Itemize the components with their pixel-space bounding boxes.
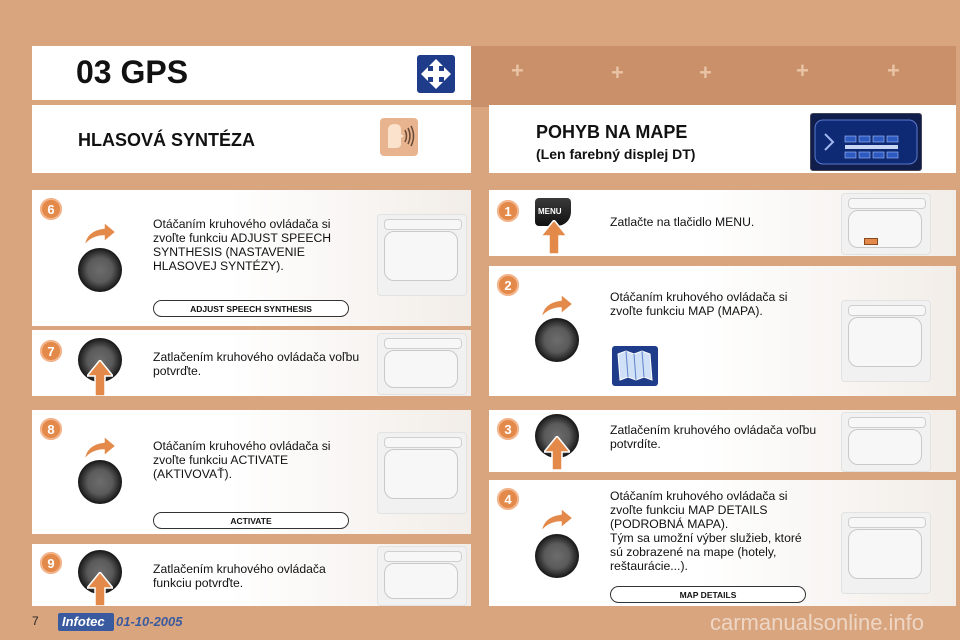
step-number-badge: 3	[497, 418, 519, 440]
step-number-badge: 8	[40, 418, 62, 440]
step-card-6	[32, 190, 471, 326]
rotary-knob	[78, 248, 122, 292]
push-arrow-icon	[541, 220, 567, 256]
watermark: carmanualsonline.info	[710, 610, 925, 635]
step-card-9	[32, 544, 471, 606]
rotary-knob	[535, 534, 579, 578]
rotary-knob	[78, 460, 122, 504]
display-screen-icon	[810, 113, 922, 171]
step-card-4	[489, 480, 956, 606]
step-number-badge: 4	[497, 488, 519, 510]
folded-map-icon	[612, 346, 658, 386]
rotary-knob	[535, 318, 579, 362]
header-decoration: + + + + +	[471, 46, 956, 107]
arrows-cross-icon	[417, 55, 455, 93]
step-text: Otáčaním kruhového ovládača si zvoľte funkciu ACTIVATE (AKTIVOVAŤ).	[153, 439, 331, 481]
step-number-badge: 1	[497, 200, 519, 222]
push-arrow-icon	[544, 436, 570, 472]
page-title: 03 GPS	[76, 54, 189, 90]
step-number-badge: 9	[40, 552, 62, 574]
step-card-8	[32, 410, 471, 534]
radio-unit-illustration	[841, 300, 931, 382]
step-number-badge: 6	[40, 198, 62, 220]
radio-unit-illustration	[377, 432, 467, 514]
step-card-1	[489, 190, 956, 256]
section-title: POHYB NA MAPE	[536, 122, 688, 142]
step-text: Zatlačením kruhového ovládača voľbu potvrdíte.	[610, 423, 817, 451]
menu-option-pill: ADJUST SPEECH SYNTHESIS	[153, 300, 349, 317]
radio-unit-illustration	[841, 512, 931, 594]
menu-option-pill: MAP DETAILS	[610, 586, 806, 603]
right-title-panel	[489, 105, 956, 173]
step-card-2	[489, 266, 956, 396]
left-title-panel	[32, 105, 471, 173]
voice-speaking-icon	[380, 118, 418, 156]
brand-logo: Infotec	[58, 613, 114, 631]
step-card-3	[489, 410, 956, 472]
radio-unit-illustration	[377, 333, 467, 395]
menu-button-label: MENU	[538, 207, 562, 216]
step-number-badge: 2	[497, 274, 519, 296]
push-arrow-icon	[87, 572, 113, 606]
radio-unit-illustration	[377, 546, 467, 606]
step-text: Zatlačením kruhového ovládača voľbu potvrďte.	[153, 350, 360, 378]
step-text: Zatlačte na tlačidlo MENU.	[610, 215, 755, 229]
radio-unit-illustration	[841, 193, 931, 255]
radio-unit-illustration	[377, 214, 467, 296]
section-subtitle: (Len farebný displej DT)	[536, 146, 696, 162]
header-panel	[32, 46, 471, 100]
page-number: 7	[32, 614, 39, 628]
push-arrow-icon	[87, 360, 113, 396]
step-number-badge: 7	[40, 340, 62, 362]
radio-unit-illustration	[841, 412, 931, 472]
section-title: HLASOVÁ SYNTÉZA	[78, 130, 256, 150]
step-text: Otáčaním kruhového ovládača si zvoľte funkciu ADJUST SPEECH SYNTHESIS (NASTAVENIE HLASOVEJ SYNTÉZY).	[153, 217, 332, 273]
step-card-7	[32, 330, 471, 396]
menu-option-pill: ACTIVATE	[153, 512, 349, 529]
step-text: Otáčaním kruhového ovládača si zvoľte funkciu MAP DETAILS (PODROBNÁ MAPA). Tým sa umožní výber služieb, ktoré sú zobrazené na mape (hotely, reštaurácie...).	[610, 489, 802, 573]
issue-date: 01-10-2005	[116, 614, 183, 629]
step-text: Zatlačením kruhového ovládača funkciu potvrďte.	[153, 562, 326, 590]
step-text: Otáčaním kruhového ovládača si zvoľte funkciu MAP (MAPA).	[610, 290, 788, 318]
